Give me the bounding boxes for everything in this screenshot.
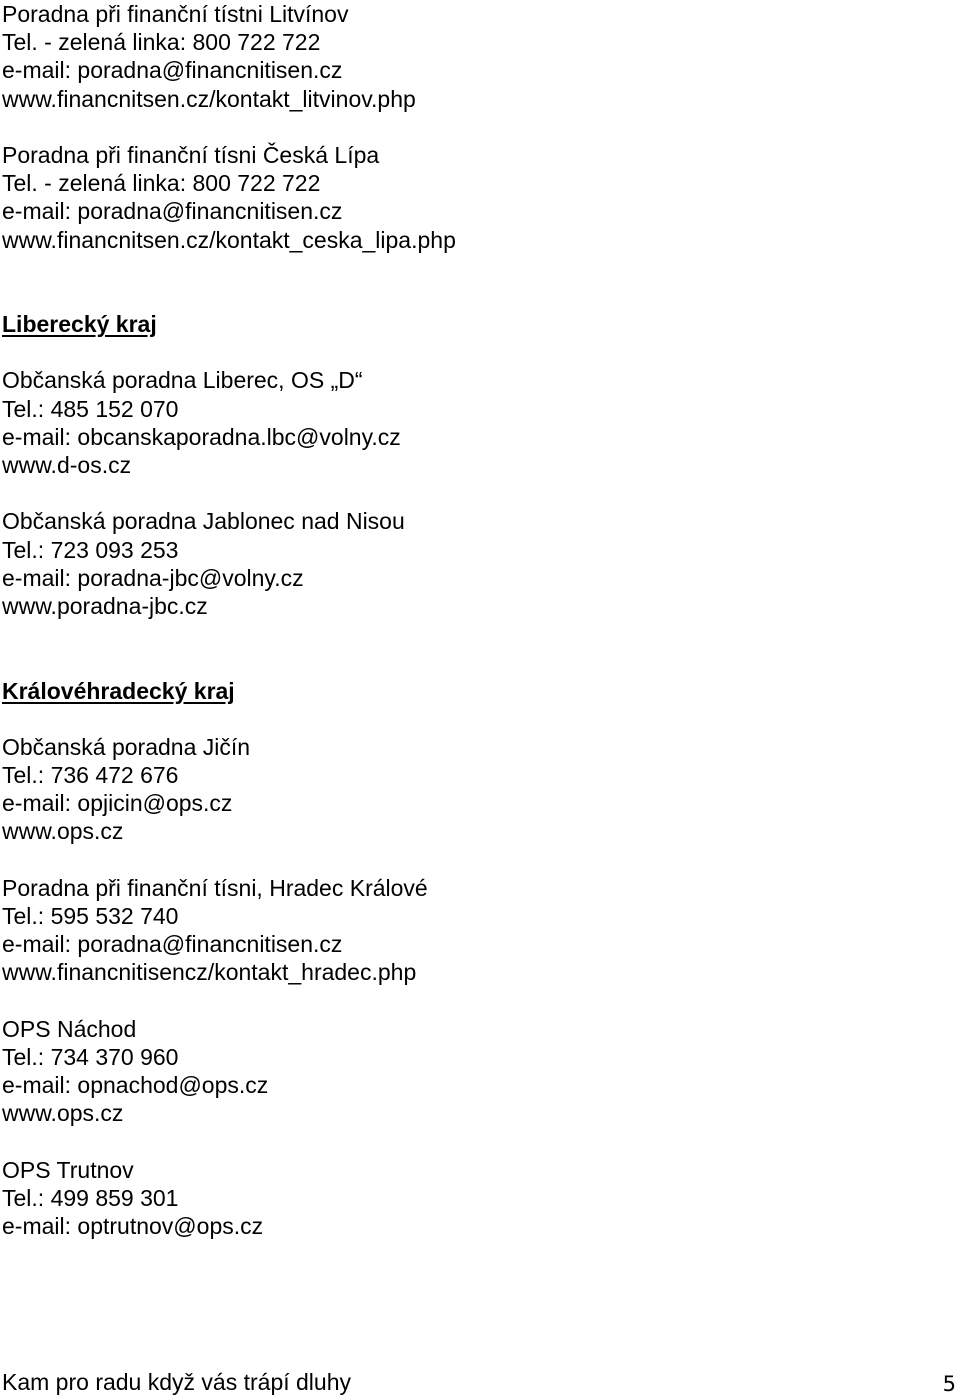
contact-entry <box>2 366 952 479</box>
entry-phone: Tel.: 499 859 301 <box>2 1184 179 1211</box>
entry-web: www.financnitsen.cz/kontakt_litvinov.php <box>2 85 416 112</box>
entry-phone: Tel.: 485 152 070 <box>2 395 179 422</box>
entry-web: www.financnitsen.cz/kontakt_ceska_lipa.php <box>2 226 456 253</box>
spacer <box>2 1128 952 1156</box>
contact-entry <box>2 141 952 254</box>
entry-email: e-mail: poradna@financnitisen.cz <box>2 57 343 84</box>
page-number: 5 <box>942 1372 956 1396</box>
spacer <box>2 846 952 874</box>
entry-email: e-mail: opnachod@ops.cz <box>2 1072 269 1099</box>
entry-phone: Tel.: 723 093 253 <box>2 536 179 563</box>
contact-entry <box>2 0 952 113</box>
entry-web: www.financnitisencz/kontakt_hradec.php <box>2 959 417 986</box>
entry-phone: Tel.: 734 370 960 <box>2 1043 179 1070</box>
page-footer <box>2 1366 960 1398</box>
entry-email: e-mail: poradna-jbc@volny.cz <box>2 564 304 591</box>
document-body <box>2 0 952 1240</box>
entry-web: www.ops.cz <box>2 1100 124 1127</box>
entry-name: Občanská poradna Jablonec nad Nisou <box>2 508 405 535</box>
entry-name: Občanská poradna Jičín <box>2 733 251 760</box>
spacer <box>2 705 952 733</box>
entry-email: e-mail: optrutnov@ops.cz <box>2 1213 264 1240</box>
region-heading-kralovehradecky: Královéhradecký kraj <box>2 677 235 704</box>
entry-name: OPS Náchod <box>2 1015 137 1042</box>
entry-email: e-mail: poradna@financnitisen.cz <box>2 931 343 958</box>
entry-phone: Tel.: 595 532 740 <box>2 903 179 930</box>
region-heading-liberecky: Liberecký kraj <box>2 311 157 338</box>
contact-entry <box>2 1156 952 1241</box>
contact-entry <box>2 507 952 620</box>
entry-name: Poradna při finanční tísni, Hradec Králové <box>2 874 428 901</box>
entry-phone: Tel. - zelená linka: 800 722 722 <box>2 170 321 197</box>
spacer <box>2 479 952 507</box>
spacer <box>2 620 952 676</box>
spacer <box>2 254 952 310</box>
spacer <box>2 338 952 366</box>
entry-web: www.d-os.cz <box>2 452 132 479</box>
spacer <box>2 113 952 141</box>
contact-entry <box>2 1015 952 1128</box>
entry-phone: Tel.: 736 472 676 <box>2 762 179 789</box>
spacer <box>2 987 952 1015</box>
entry-web: www.ops.cz <box>2 818 124 845</box>
entry-web: www.poradna-jbc.cz <box>2 592 208 619</box>
entry-email: e-mail: obcanskaporadna.lbc@volny.cz <box>2 423 401 450</box>
contact-entry <box>2 733 952 846</box>
entry-email: e-mail: opjicin@ops.cz <box>2 790 233 817</box>
entry-phone: Tel. - zelená linka: 800 722 722 <box>2 29 321 56</box>
entry-name: Poradna při finanční tísni Česká Lípa <box>2 141 380 168</box>
entry-name: Poradna při finanční tístni Litvínov <box>2 1 349 27</box>
entry-email: e-mail: poradna@financnitisen.cz <box>2 198 343 225</box>
contact-entry <box>2 874 952 987</box>
footer-title: Kam pro radu když vás trápí dluhy <box>2 1369 351 1395</box>
entry-name: OPS Trutnov <box>2 1156 134 1183</box>
entry-name: Občanská poradna Liberec, OS „D“ <box>2 367 363 394</box>
